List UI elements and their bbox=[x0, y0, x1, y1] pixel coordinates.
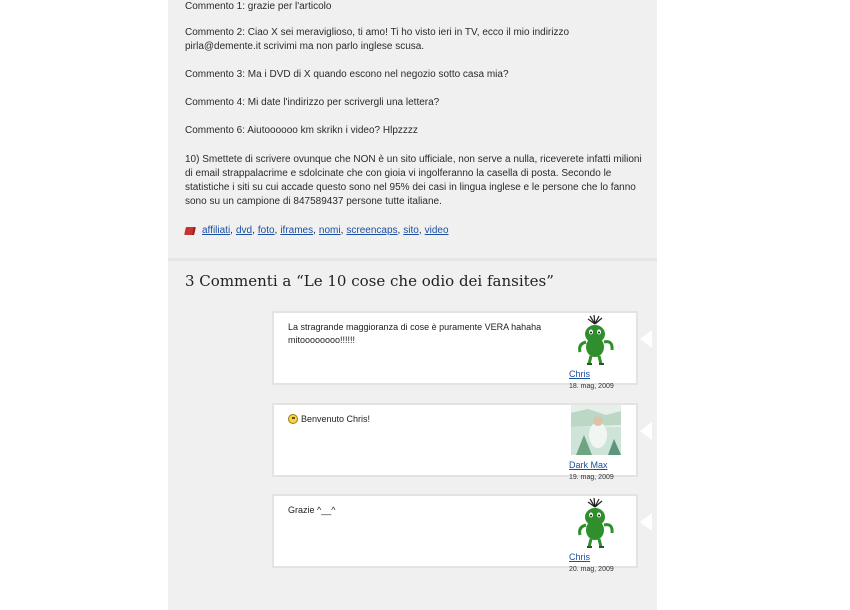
comment-pointer bbox=[640, 422, 652, 440]
tag-separator: , bbox=[418, 225, 422, 236]
tag-separator: , bbox=[230, 225, 233, 236]
smiley-icon bbox=[288, 414, 298, 424]
tag-link-iframes[interactable]: iframes bbox=[280, 225, 314, 236]
comment-date: 18. mag, 2009 bbox=[569, 383, 614, 390]
comment-author-link[interactable]: Chris bbox=[569, 552, 591, 562]
comment-text: La stragrande maggioranza di cose è puramente VERA hahaha mitoooooooo!!!!!! bbox=[288, 322, 542, 345]
comments-heading: 3 Commenti a “Le 10 cose che odio dei fansites” bbox=[185, 272, 554, 290]
article-paragraph: 10) Smettete di scrivere ovunque che NON è un sito ufficiale, non serve a nulla, riceverete infatti milioni di email strappalacrime e sdolcinate che con gioia vi ingolferanno la casella di posta. Secondo le statistiche i siti su cui accade questo sono nel 95% dei casi in lingua inglese e le persone che lo fanno sono su un campione di 847589437 persone tutte italiane. bbox=[185, 154, 642, 207]
tag-link-screencaps[interactable]: screencaps bbox=[346, 225, 398, 236]
tag-link-dvd[interactable]: dvd bbox=[235, 225, 253, 236]
comment-text-content: Benvenuto Chris! bbox=[301, 414, 371, 424]
tag-link-sito[interactable]: sito bbox=[403, 225, 419, 236]
comment-pointer bbox=[640, 513, 652, 531]
tag-link-affiliati[interactable]: affiliati bbox=[202, 225, 231, 236]
article-paragraph: Commento 2: Ciao X sei meraviglioso, ti amo! Ti ho visto ieri in TV, ecco il mio indirizzo pirla@demente.it scrivimi ma non parlo inglese scusa. bbox=[185, 27, 570, 52]
article-paragraph: Commento 4: Mi date l'indirizzo per scrivergli una lettera? bbox=[185, 97, 440, 108]
comment-pointer bbox=[640, 330, 652, 348]
tag-link-video[interactable]: video bbox=[424, 225, 449, 236]
tag-separator: , bbox=[252, 225, 255, 236]
photo-avatar[interactable] bbox=[568, 405, 623, 458]
section-divider bbox=[168, 258, 657, 261]
article-paragraph: Commento 1: grazie per l'articolo bbox=[185, 1, 332, 12]
tag-separator: , bbox=[340, 225, 344, 236]
tag-separator: , bbox=[313, 225, 316, 236]
comment-author-link[interactable]: Dark Max bbox=[569, 460, 608, 470]
tag-separator: , bbox=[397, 225, 401, 236]
comment-author-link[interactable]: Chris bbox=[569, 369, 591, 379]
tag-link-foto[interactable]: foto bbox=[257, 225, 275, 236]
tag-separator: , bbox=[274, 225, 278, 236]
tag-icon bbox=[184, 227, 196, 235]
green-monster-avatar[interactable] bbox=[568, 497, 623, 550]
article-paragraph: Commento 3: Ma i DVD di X quando escono nel negozio sotto casa mia? bbox=[185, 69, 509, 80]
comment-date: 20. mag, 2009 bbox=[569, 566, 614, 573]
article-paragraph: Commento 6: Aiutoooooo km skrikn i video? Hlpzzzz bbox=[185, 125, 418, 136]
green-monster-avatar[interactable] bbox=[568, 314, 623, 367]
comment-text bbox=[288, 413, 558, 426]
tag-link-nomi[interactable]: nomi bbox=[318, 225, 341, 236]
tags-row bbox=[185, 224, 449, 238]
comment-date: 19. mag, 2009 bbox=[569, 474, 614, 481]
comment-text: Grazie ^__^ bbox=[288, 505, 336, 515]
